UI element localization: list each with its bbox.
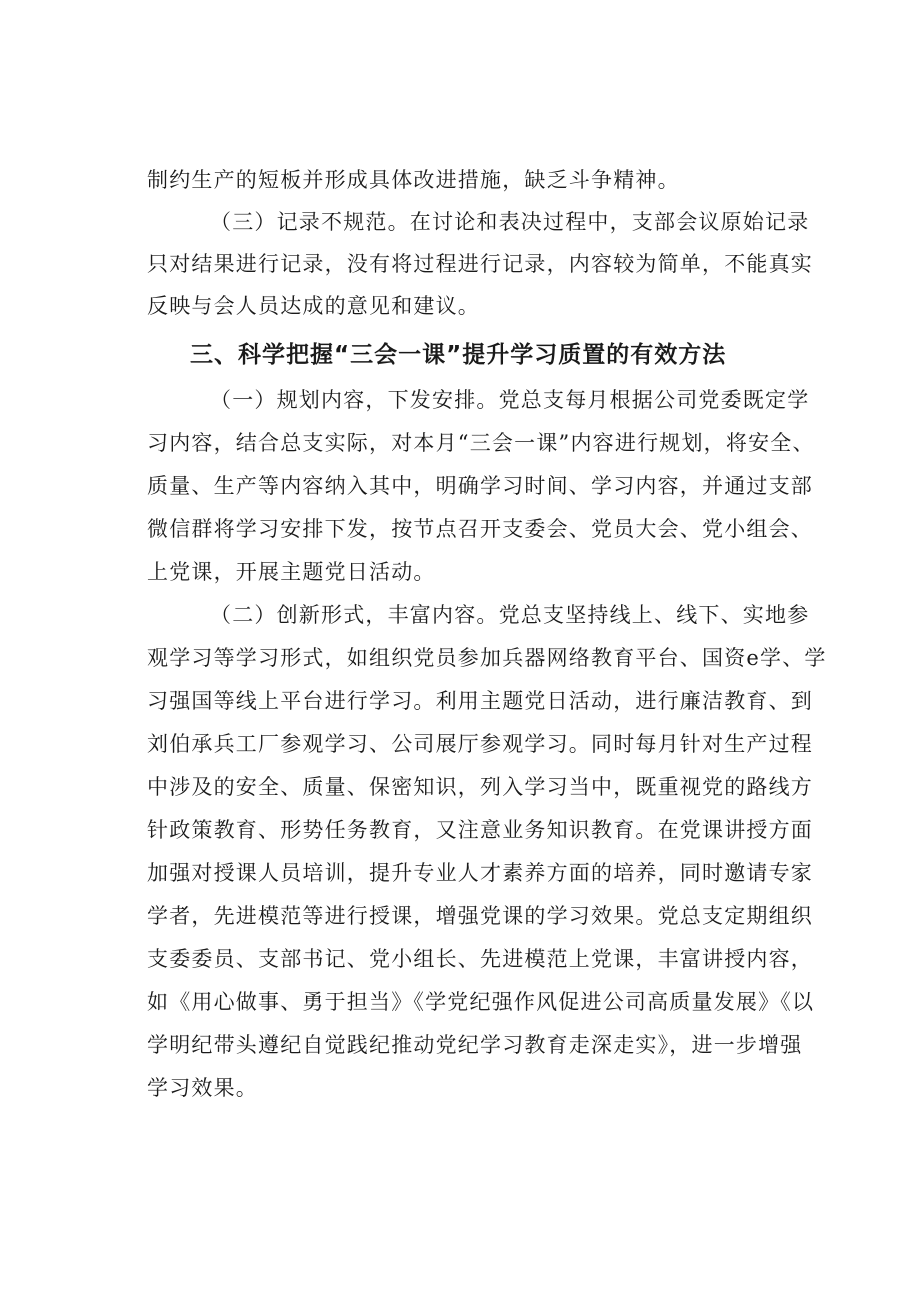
- paragraph-line: 学者，先进模范等进行授课，增强党课的学习效果。党总支定期组织: [147, 904, 813, 928]
- paragraph-line: 观学习等学习形式，如组织党员参加兵器网络教育平台、国资e学、学: [147, 646, 827, 670]
- paragraph-line: 微信群将学习安排下发，按节点召开支委会、党员大会、党小组会、: [147, 517, 813, 541]
- section-heading: 三、科学把握“三会一课”提升学习质置的有效方法: [190, 342, 727, 368]
- paragraph-line: （一）规划内容，下发安排。党总支每月根据公司党委既定学: [210, 388, 810, 412]
- paragraph-line: 学明纪带头遵纪自觉践纪推动党纪学习教育走深走实》，进一步增强: [147, 1033, 803, 1057]
- paragraph-line: 支委委员、支部书记、党小组长、先进模范上党课，丰富讲授内容，: [147, 947, 813, 971]
- paragraph-line: 习强国等线上平台进行学习。利用主题党日活动，进行廉洁教育、到: [147, 689, 813, 713]
- paragraph-line: 如《用心做事、勇于担当》《学党纪强作风促进公司高质量发展》《以: [147, 990, 815, 1014]
- paragraph-line: 针政策教育、形势任务教育，又注意业务知识教育。在党课讲授方面: [147, 818, 813, 842]
- paragraph-line: 反映与会人员达成的意见和建议。: [147, 294, 480, 318]
- paragraph-line: 质量、生产等内容纳入其中，明确学习时间、学习内容，并通过支部: [147, 474, 813, 498]
- paragraph-line: 刘伯承兵工厂参观学习、公司展厅参观学习。同时每月针对生产过程: [147, 732, 813, 756]
- paragraph-line: 只对结果进行记录，没有将过程进行记录，内容较为简单，不能真实: [147, 252, 813, 276]
- paragraph-line: 习内容，结合总支实际，对本月“三会一课”内容进行规划，将安全、: [147, 431, 815, 455]
- paragraph-line: 制约生产的短板并形成具体改进措施，缺乏斗争精神。: [147, 168, 680, 192]
- paragraph-line: （三）记录不规范。在讨论和表决过程中，支部会议原始记录: [210, 210, 810, 234]
- paragraph-line: 学习效果。: [147, 1076, 258, 1100]
- paragraph-line: 中涉及的安全、质量、保密知识，列入学习当中，既重视党的路线方: [147, 775, 813, 799]
- paragraph-line: 加强对授课人员培训，提升专业人才素养方面的培养，同时邀请专家: [147, 861, 813, 885]
- paragraph-line: （二）创新形式，丰富内容。党总支坚持线上、线下、实地参: [210, 603, 810, 627]
- paragraph-line: 上党课，开展主题党日活动。: [147, 560, 436, 584]
